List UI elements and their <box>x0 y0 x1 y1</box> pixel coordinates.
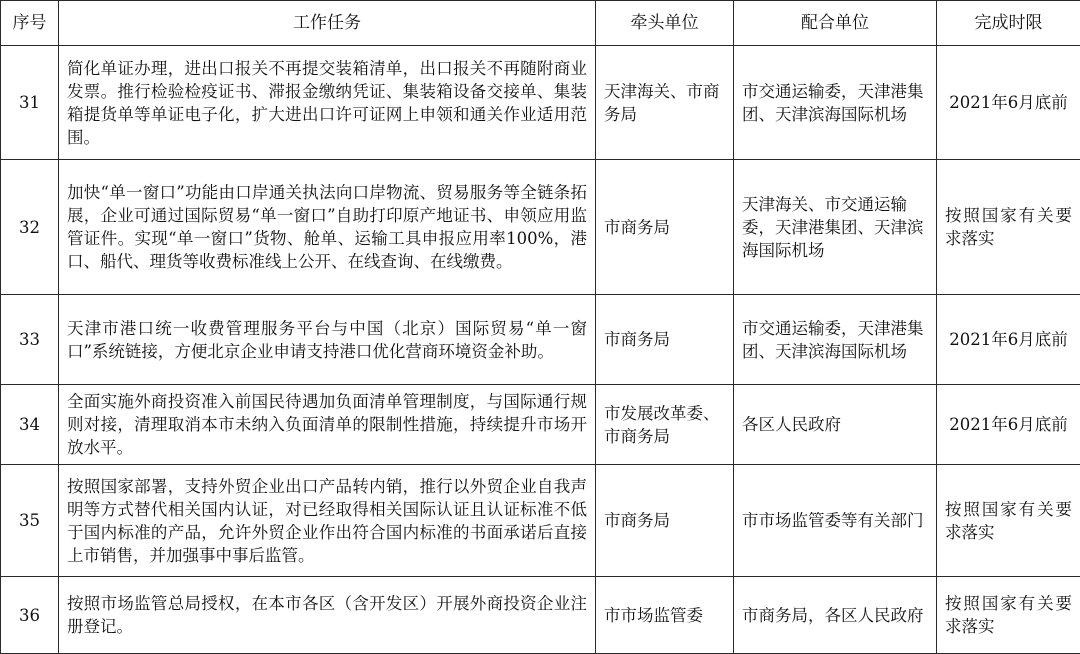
cell-lead-unit: 市发展改革委、市商务局 <box>596 385 734 465</box>
cell-lead-unit: 市商务局 <box>596 465 734 577</box>
table-body <box>1 46 1080 654</box>
cell-deadline: 2021年6月底前 <box>937 46 1080 160</box>
cell-seq: 33 <box>1 295 59 385</box>
table-row <box>1 385 1080 465</box>
cell-seq: 36 <box>1 577 59 654</box>
cell-seq: 34 <box>1 385 59 465</box>
header-task: 工作任务 <box>59 1 596 46</box>
table-row <box>1 46 1080 160</box>
header-seq: 序号 <box>1 1 59 46</box>
cell-deadline: 2021年6月底前 <box>937 385 1080 465</box>
table-row <box>1 160 1080 295</box>
cell-task: 按照国家部署，支持外贸企业出口产品转内销，推行以外贸企业自我声明等方式替代相关国内认证，对已经取得相关国际认证且认证标准不低于国内标准的产品，允许外贸企业作出符合国内标准的书面承诺后直接上市销售，并加强事中事后监管。 <box>59 465 596 577</box>
cell-task: 加快“单一窗口”功能由口岸通关执法向口岸物流、贸易服务等全链条拓展，企业可通过国际贸易“单一窗口”自助打印原产地证书、申领应用监管证件。实现“单一窗口”货物、舱单、运输工具申报应用率100%，港口、船代、理货等收费标准线上公开、在线查询、在线缴费。 <box>59 160 596 295</box>
header-row <box>1 1 1080 46</box>
cell-lead-unit: 市商务局 <box>596 295 734 385</box>
cell-coop-unit: 市商务局，各区人民政府 <box>734 577 937 654</box>
header-lead-unit: 牵头单位 <box>596 1 734 46</box>
cell-lead-unit: 天津海关、市商务局 <box>596 46 734 160</box>
cell-lead-unit: 市市场监管委 <box>596 577 734 654</box>
cell-seq: 32 <box>1 160 59 295</box>
cell-seq: 35 <box>1 465 59 577</box>
cell-deadline: 按照国家有关要求落实 <box>937 160 1080 295</box>
cell-deadline: 2021年6月底前 <box>937 295 1080 385</box>
cell-task: 简化单证办理，进出口报关不再提交装箱清单，出口报关不再随附商业发票。推行检验检疫证书、滞报金缴纳凭证、集装箱设备交接单、集装箱提货单等单证电子化，扩大进出口许可证网上申领和通关作业适用范围。 <box>59 46 596 160</box>
table-row <box>1 295 1080 385</box>
cell-deadline: 按照国家有关要求落实 <box>937 577 1080 654</box>
cell-coop-unit: 各区人民政府 <box>734 385 937 465</box>
cell-lead-unit: 市商务局 <box>596 160 734 295</box>
cell-task: 天津市港口统一收费管理服务平台与中国（北京）国际贸易“单一窗口”系统链接，方便北京企业申请支持港口优化营商环境资金补助。 <box>59 295 596 385</box>
cell-coop-unit: 市交通运输委，天津港集团、天津滨海国际机场 <box>734 295 937 385</box>
cell-seq: 31 <box>1 46 59 160</box>
table-row <box>1 577 1080 654</box>
header-coop-unit: 配合单位 <box>734 1 937 46</box>
table-header <box>1 1 1080 46</box>
cell-task: 全面实施外商投资准入前国民待遇加负面清单管理制度，与国际通行规则对接，清理取消本市未纳入负面清单的限制性措施，持续提升市场开放水平。 <box>59 385 596 465</box>
cell-coop-unit: 天津海关、市交通运输委，天津港集团、天津滨海国际机场 <box>734 160 937 295</box>
cell-task: 按照市场监管总局授权，在本市各区（含开发区）开展外商投资企业注册登记。 <box>59 577 596 654</box>
cell-coop-unit: 市市场监管委等有关部门 <box>734 465 937 577</box>
cell-deadline: 按照国家有关要求落实 <box>937 465 1080 577</box>
cell-coop-unit: 市交通运输委，天津港集团、天津滨海国际机场 <box>734 46 937 160</box>
header-deadline: 完成时限 <box>937 1 1080 46</box>
table-row <box>1 465 1080 577</box>
